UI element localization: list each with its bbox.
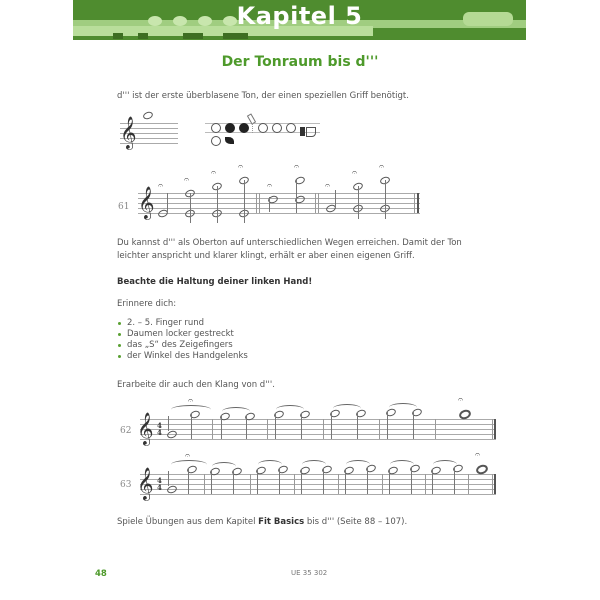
hand-heading: Beachte die Haltung deiner linken Hand!: [117, 277, 313, 287]
fermata-icon: 𝄐: [238, 162, 244, 172]
treble-clef-icon: 𝄞: [138, 186, 155, 219]
flute-detail: [223, 33, 248, 39]
fermata-icon: 𝄐: [158, 181, 164, 191]
thumb-hole-open: [211, 136, 221, 146]
hand-checklist: [117, 318, 248, 362]
page-number: 48: [95, 569, 107, 579]
list-item: der Winkel des Handgelenks: [117, 351, 248, 362]
paragraph-overtone: Du kannst d''' als Oberton auf unterschiedlichen Wegen erreichen. Damit der Ton leichter anspricht und klarer klingt, erhält er aber einen eigenen Griff.: [117, 238, 462, 261]
time-signature: 4 4: [157, 421, 162, 437]
edition-code: UE 35 302: [291, 569, 328, 577]
fermata-icon: 𝄐: [184, 175, 190, 185]
fingering-hole-open: [258, 123, 268, 133]
fermata-icon: 𝄐: [458, 395, 464, 405]
pinky-key-outline-icon: [306, 127, 316, 137]
flute-detail: [138, 33, 148, 39]
divider: [252, 123, 254, 133]
fingering-hole-open: [211, 123, 221, 133]
intro-text: d''' ist der erste überblasene Ton, der einen speziellen Griff benötigt.: [117, 91, 409, 101]
fermata-icon: 𝄐: [267, 181, 273, 191]
remember-label: Erinnere dich:: [117, 299, 177, 309]
fingering-chart: [205, 117, 325, 152]
fermata-icon: 𝄐: [325, 181, 331, 191]
whole-note-icon: [142, 111, 154, 121]
reference-staff: [120, 118, 178, 148]
treble-clef-icon: 𝄞: [137, 412, 154, 445]
exercise-number: 61: [118, 202, 130, 212]
fingering-hole-closed: [239, 123, 249, 133]
list-item: 2. – 5. Finger rund: [117, 318, 248, 329]
fermata-icon: 𝄐: [211, 168, 217, 178]
treble-clef-icon: 𝄞: [137, 467, 154, 500]
list-item: Daumen locker gestreckt: [117, 329, 248, 340]
fit-basics-link: Fit Basics: [258, 517, 305, 527]
chapter-banner: [73, 0, 526, 40]
staff-exercise-62: [137, 395, 496, 445]
flute-detail: [113, 33, 123, 39]
list-item: das „S“ des Zeigefingers: [117, 340, 248, 351]
fermata-icon: 𝄐: [379, 162, 385, 172]
fermata-icon: 𝄐: [185, 451, 191, 461]
fermata-icon: 𝄐: [475, 450, 481, 460]
fingering-hole-open: [272, 123, 282, 133]
paragraph-sound: Erarbeite dir auch den Klang von d'''.: [117, 380, 275, 390]
fermata-icon: 𝄐: [188, 396, 194, 406]
exercise-number: 63: [120, 480, 132, 490]
section-title: Der Tonraum bis d''': [221, 54, 379, 70]
exercise-number: 62: [120, 426, 132, 436]
time-signature: 4 4: [157, 476, 162, 492]
fingering-hole-closed: [225, 123, 235, 133]
treble-clef-icon: 𝄞: [120, 116, 137, 149]
practice-reference: Spiele Übungen aus dem Kapitel Fit Basics bis d''' (Seite 88 – 107).: [117, 517, 408, 527]
chapter-title: Kapitel 5: [236, 2, 363, 30]
note: [166, 485, 178, 495]
note: [166, 430, 178, 440]
staff-exercise-61: [138, 162, 420, 223]
flute-detail: [183, 33, 203, 39]
fermata-icon: 𝄐: [352, 168, 358, 178]
staff-exercise-63: [137, 450, 496, 500]
fingering-hole-open: [286, 123, 296, 133]
thumb-key-half-icon: [225, 137, 234, 144]
fermata-icon: 𝄐: [294, 162, 300, 172]
pinky-key-icon: [300, 127, 305, 136]
